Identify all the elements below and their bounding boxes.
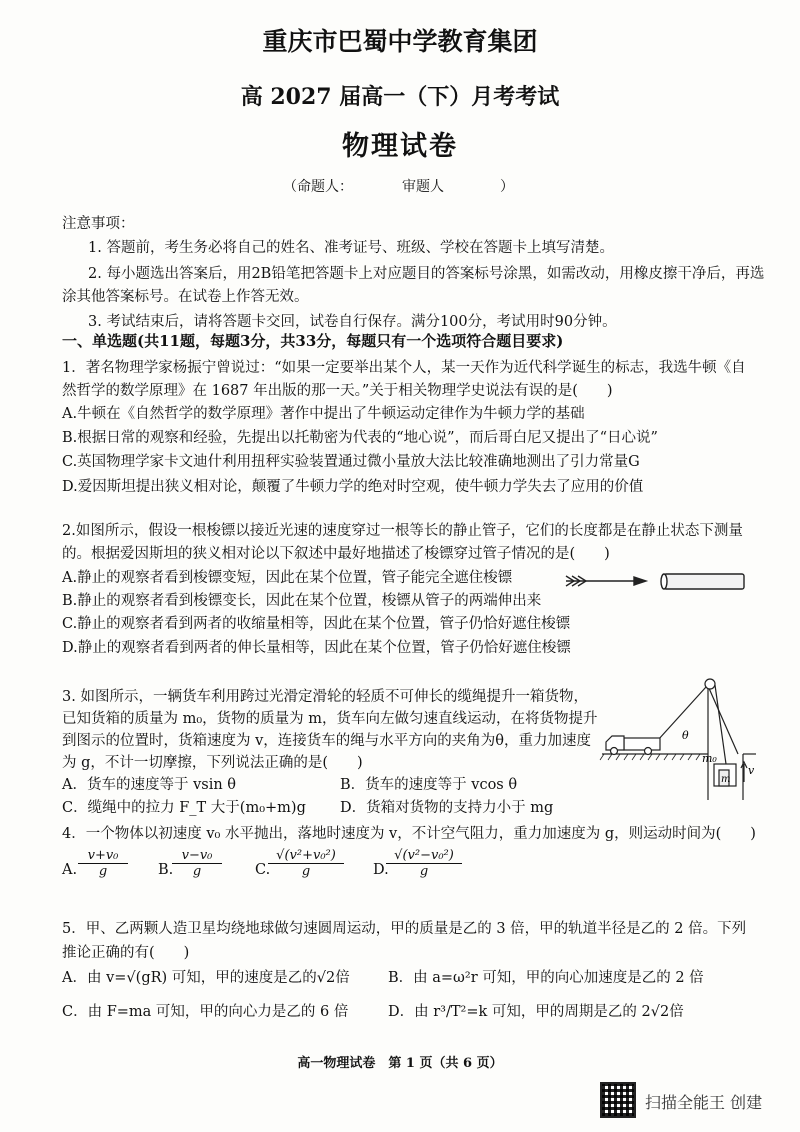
q4-option-b-fraction bbox=[172, 848, 222, 879]
q5-option-d: D．由 r³/T²=k 可知，甲的周期是乙的 2√2倍 bbox=[388, 1004, 684, 1020]
note-2-cont: 涂其他答案标号。在试卷上作答无效。 bbox=[62, 289, 309, 305]
spear-icon bbox=[566, 576, 646, 586]
q2-option-a: A.静止的观察者看到梭镖变短，因此在某个位置，管子能完全遮住梭镖 bbox=[62, 570, 513, 586]
q3-option-d: D．货箱对货物的支持力小于 mg bbox=[340, 800, 554, 816]
q4-option-a-letter: A. bbox=[62, 862, 78, 878]
q5-option-a: A．由 v=√(gR) 可知，甲的速度是乙的√2倍 bbox=[62, 970, 350, 986]
q4-option-b-denominator: g bbox=[192, 864, 202, 879]
q4-option-d-fraction bbox=[386, 848, 462, 879]
q1-option-c: C.英国物理学家卡文迪什利用扭秤实验装置通过微小量放大法比较准确地测出了引力常量G bbox=[62, 454, 640, 470]
v-label: v bbox=[748, 764, 755, 777]
q2-stem-line2: 的。根据爱因斯坦的狭义相对论以下叙述中最好地描述了梭镖穿过管子情况的是( ) bbox=[62, 546, 610, 562]
q3-option-b: B．货车的速度等于 vcos θ bbox=[340, 777, 518, 793]
q4-option-c-letter: C. bbox=[255, 862, 271, 878]
note-1: 1. 答题前，考生务必将自己的姓名、准考证号、班级、学校在答题卡上填写清楚。 bbox=[88, 240, 614, 256]
q4-option-a-denominator: g bbox=[98, 864, 108, 879]
q3-stem-line4: 为 g，不计一切摩擦，下列说法正确的是( ) bbox=[62, 755, 363, 771]
q3-option-a: A．货车的速度等于 vsin θ bbox=[62, 777, 237, 793]
school-name: 重庆市巴蜀中学教育集团 bbox=[262, 27, 538, 56]
tube-icon bbox=[661, 574, 744, 589]
exam-name: 高 2027 届高一（下）月考考试 bbox=[240, 84, 560, 110]
q2-option-b: B.静止的观察者看到梭镖变长，因此在某个位置，梭镖从管子的两端伸出来 bbox=[62, 593, 542, 609]
scanner-watermark: 扫描全能王 创建 bbox=[645, 1093, 763, 1112]
truck-icon bbox=[606, 736, 660, 755]
q5-option-c: C．由 F=ma 可知，甲的向心力是乙的 6 倍 bbox=[62, 1004, 349, 1020]
note-3: 3. 考试结束后，请将答题卡交回，试卷自行保存。满分100分，考试用时90分钟。 bbox=[88, 314, 617, 330]
q4-option-c-fraction bbox=[268, 848, 344, 879]
q4-option-b-numerator: v−v₀ bbox=[172, 848, 222, 864]
q3-truck-pulley-figure bbox=[598, 672, 758, 802]
q2-option-d: D.静止的观察者看到两者的伸长量相等，因此在某个位置，管子仍恰好遮住梭镖 bbox=[62, 640, 571, 656]
pulley-icon bbox=[705, 679, 715, 689]
q1-option-a: A.牛顿在《自然哲学的数学原理》著作中提出了牛顿运动定律作为牛顿力学的基础 bbox=[62, 406, 585, 422]
q4-option-a-numerator: v+v₀ bbox=[78, 848, 128, 864]
q1-option-d: D.爱因斯坦提出狭义相对论，颠覆了牛顿力学的绝对时空观，使牛顿力学失去了应用的价值 bbox=[62, 479, 644, 495]
q3-option-c: C．缆绳中的拉力 F_T 大于(m₀+m)g bbox=[62, 800, 306, 816]
q1-stem-line2: 然哲学的数学原理》在 1687 年出版的那一天。”关于相关物理学史说法有误的是( ) bbox=[62, 383, 613, 399]
q4-option-d-denominator: g bbox=[419, 864, 429, 879]
q3-stem-line3: 到图示的位置时，货箱速度为 v，连接货车的绳与水平方向的夹角为θ，重力加速度 bbox=[62, 733, 592, 749]
q1-stem-line1: 1．著名物理学家杨振宁曾说过：“如果一定要举出某个人，某一天作为近代科学诞生的标志，我选牛顿《自 bbox=[62, 360, 746, 376]
page-footer: 高一物理试卷 第 1 页（共 6 页） bbox=[297, 1056, 503, 1071]
authors-line: （命题人： 审题人 ） bbox=[283, 179, 514, 195]
q4-option-a-fraction bbox=[78, 848, 128, 879]
q4-option-c-denominator: g bbox=[301, 864, 311, 879]
qr-code-icon bbox=[600, 1082, 636, 1118]
q4-option-b-letter: B. bbox=[158, 862, 174, 878]
q2-spear-tube-figure bbox=[564, 566, 754, 596]
m0-label: m₀ bbox=[702, 752, 717, 765]
q4-stem: 4．一个物体以初速度 v₀ 水平抛出，落地时速度为 v，不计空气阻力，重力加速度为 g，则运动时间为( ) bbox=[62, 826, 756, 842]
q3-stem-line2: 已知货箱的质量为 m₀，货物的质量为 m，货车向左做匀速直线运动，在将货物提升 bbox=[62, 711, 598, 727]
q2-option-c: C.静止的观察者看到两者的收缩量相等，因此在某个位置，管子仍恰好遮住梭镖 bbox=[62, 616, 571, 632]
q5-stem-line2: 推论正确的有( ) bbox=[62, 945, 190, 961]
m-label: m bbox=[721, 774, 731, 785]
q4-option-d-letter: D. bbox=[373, 862, 389, 878]
q1-option-b: B.根据日常的观察和经验，先提出以托勒密为代表的“地心说”，而后哥白尼又提出了“日心说” bbox=[62, 430, 658, 446]
q2-stem-line1: 2.如图所示，假设一根梭镖以接近光速的速度穿过一根等长的静止管子，它们的长度都是在静止状态下测量 bbox=[62, 523, 743, 539]
paper-title: 物理试卷 bbox=[342, 131, 458, 162]
note-2: 2. 每小题选出答案后，用2B铅笔把答题卡上对应题目的答案标号涂黑，如需改动，用橡皮擦干净后，再选 bbox=[88, 266, 765, 282]
q4-option-d-numerator: √(v²−v₀²) bbox=[386, 848, 462, 864]
q3-stem-line1: 3. 如图所示，一辆货车利用跨过光滑定滑轮的轻质不可伸长的缆绳提升一箱货物， bbox=[62, 689, 588, 705]
section-heading: 一、单选题(共11题，每题3分，共33分，每题只有一个选项符合题目要求) bbox=[62, 332, 564, 350]
notes-title: 注意事项： bbox=[62, 216, 135, 232]
theta-label: θ bbox=[682, 729, 689, 742]
q5-option-b: B．由 a=ω²r 可知，甲的向心加速度是乙的 2 倍 bbox=[388, 970, 704, 986]
q4-option-c-numerator: √(v²+v₀²) bbox=[268, 848, 344, 864]
q5-stem-line1: 5．甲、乙两颗人造卫星均绕地球做匀速圆周运动，甲的质量是乙的 3 倍，甲的轨道半径是乙的 2 倍。下列 bbox=[62, 921, 747, 937]
